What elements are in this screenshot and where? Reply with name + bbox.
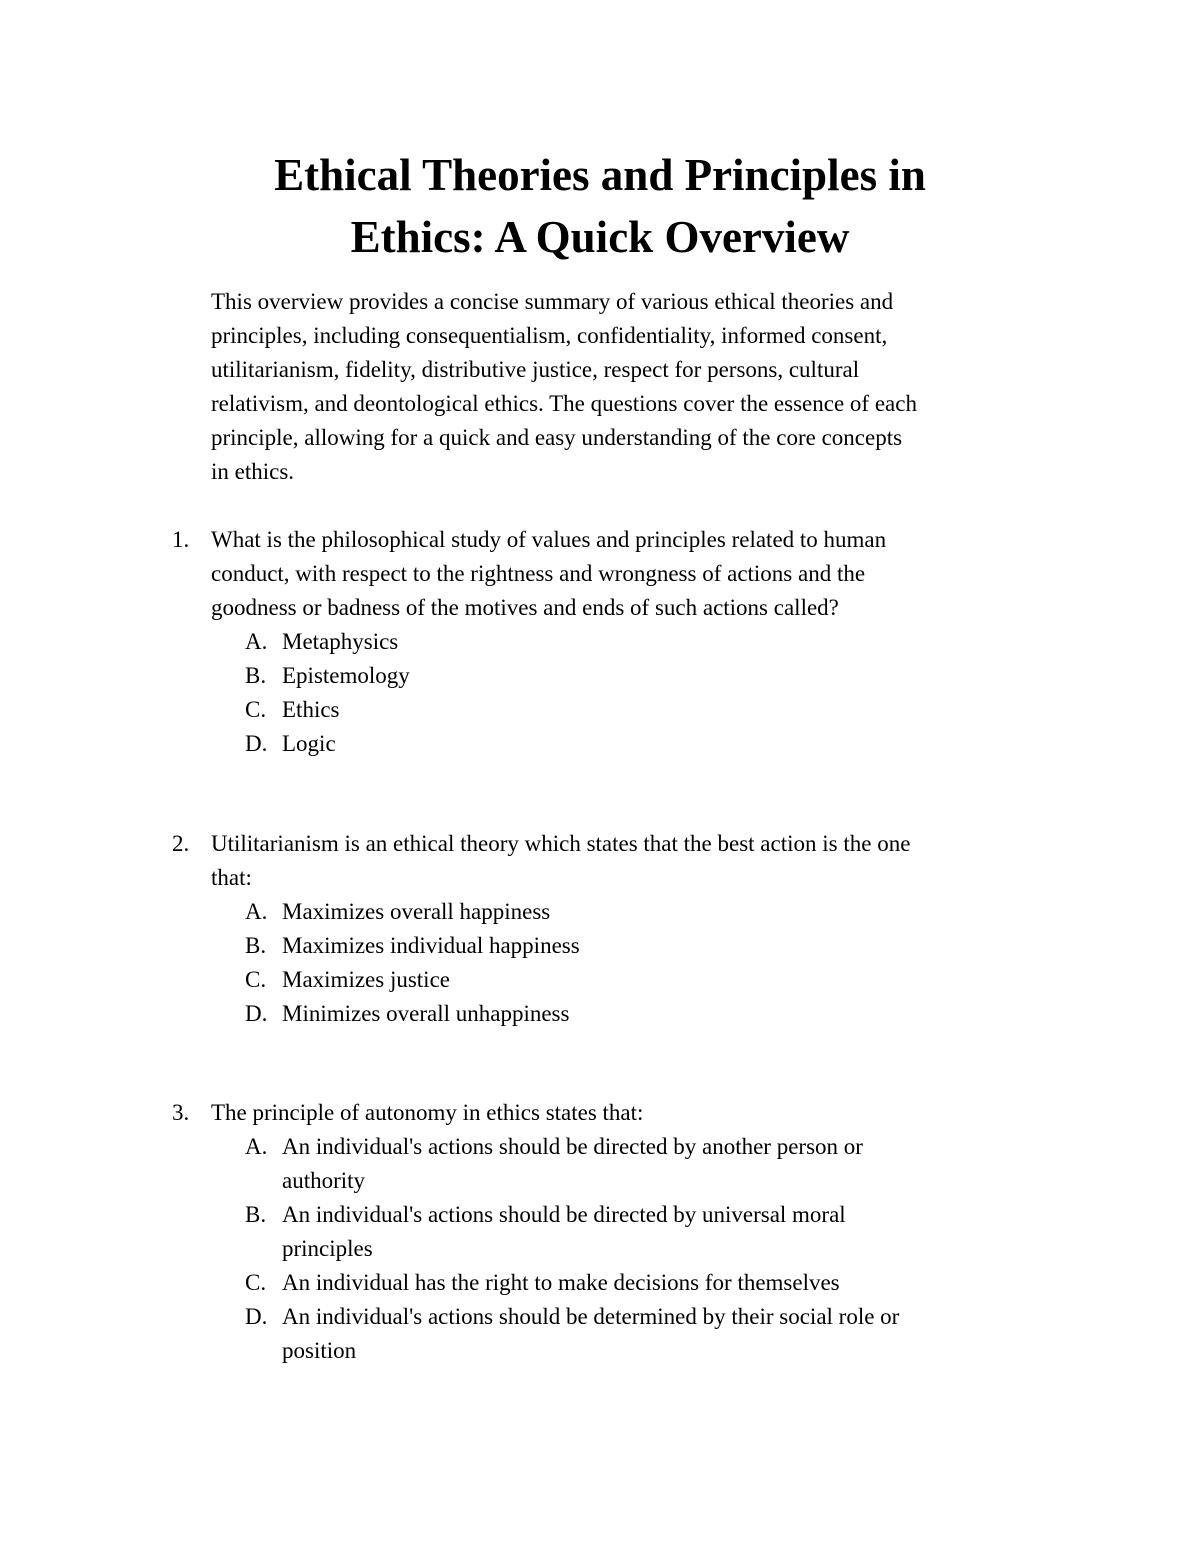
page-title [150, 144, 1050, 268]
option-line: Maximizes overall happiness [282, 899, 551, 924]
intro-line: utilitarianism, fidelity, distributive justice, respect for persons, cultural [211, 357, 860, 382]
option-text [282, 929, 1042, 963]
option-text [282, 1130, 1042, 1198]
option-a [0, 895, 1200, 929]
option-text [282, 1266, 1042, 1300]
option-b [0, 659, 1200, 693]
option-d [0, 727, 1200, 761]
option-b [0, 929, 1200, 963]
option-line: Maximizes justice [282, 967, 450, 992]
option-a [0, 1130, 1200, 1198]
option-text [282, 693, 1042, 727]
option-text [282, 659, 1042, 693]
option-line: Maximizes individual happiness [282, 933, 580, 958]
question-number: 1. [172, 527, 190, 552]
option-c [0, 963, 1200, 997]
option-list [0, 625, 1200, 761]
option-letter: C. [245, 1270, 267, 1295]
option-text [282, 1198, 1042, 1266]
option-line: principles [282, 1236, 373, 1261]
option-letter: D. [245, 1304, 268, 1329]
question-text [211, 1096, 1071, 1130]
question-line: that: [211, 865, 252, 890]
question-text [211, 827, 1071, 895]
option-letter: A. [245, 899, 268, 924]
title-line: Ethical Theories and Principles in [274, 150, 926, 200]
option-text [282, 727, 1042, 761]
intro-paragraph [211, 285, 1071, 489]
option-line: Ethics [282, 697, 340, 722]
option-line: Metaphysics [282, 629, 399, 654]
question-text [211, 523, 1071, 625]
option-a [0, 625, 1200, 659]
option-text [282, 997, 1042, 1031]
intro-line: in ethics. [211, 459, 295, 484]
option-line: An individual has the right to make decisions for themselves [282, 1270, 840, 1295]
question-number: 3. [172, 1100, 190, 1125]
option-line: An individual's actions should be directed by another person or [282, 1134, 863, 1159]
intro-line: principles, including consequentialism, confidentiality, informed consent, [211, 323, 888, 348]
option-line: Logic [282, 731, 336, 756]
option-letter: C. [245, 967, 267, 992]
intro-line: principle, allowing for a quick and easy understanding of the core concepts [211, 425, 903, 450]
option-line: authority [282, 1168, 366, 1193]
option-line: Minimizes overall unhappiness [282, 1001, 570, 1026]
option-line: position [282, 1338, 357, 1363]
option-text [282, 895, 1042, 929]
question-line: conduct, with respect to the rightness and wrongness of actions and the [211, 561, 866, 586]
option-letter: A. [245, 629, 268, 654]
option-letter: D. [245, 731, 268, 756]
option-line: An individual's actions should be directed by universal moral [282, 1202, 846, 1227]
option-b [0, 1198, 1200, 1266]
option-text [282, 963, 1042, 997]
intro-line: relativism, and deontological ethics. The questions cover the essence of each [211, 391, 917, 416]
title-line: Ethics: A Quick Overview [350, 212, 850, 262]
option-list [0, 1130, 1200, 1368]
question-line: What is the philosophical study of values and principles related to human [211, 527, 887, 552]
option-letter: C. [245, 697, 267, 722]
intro-line: This overview provides a concise summary of various ethical theories and [211, 289, 894, 314]
option-letter: A. [245, 1134, 268, 1159]
option-letter: D. [245, 1001, 268, 1026]
option-letter: B. [245, 663, 267, 688]
option-c [0, 693, 1200, 727]
option-d [0, 1300, 1200, 1368]
question-line: The principle of autonomy in ethics states that: [211, 1100, 644, 1125]
option-letter: B. [245, 1202, 267, 1227]
option-line: An individual's actions should be determined by their social role or [282, 1304, 900, 1329]
option-line: Epistemology [282, 663, 410, 688]
question-line: Utilitarianism is an ethical theory which states that the best action is the one [211, 831, 911, 856]
option-text [282, 1300, 1042, 1368]
option-letter: B. [245, 933, 267, 958]
question-line: goodness or badness of the motives and ends of such actions called? [211, 595, 839, 620]
question-number: 2. [172, 831, 190, 856]
option-text [282, 625, 1042, 659]
option-c [0, 1266, 1200, 1300]
option-d [0, 997, 1200, 1031]
option-list [0, 895, 1200, 1031]
